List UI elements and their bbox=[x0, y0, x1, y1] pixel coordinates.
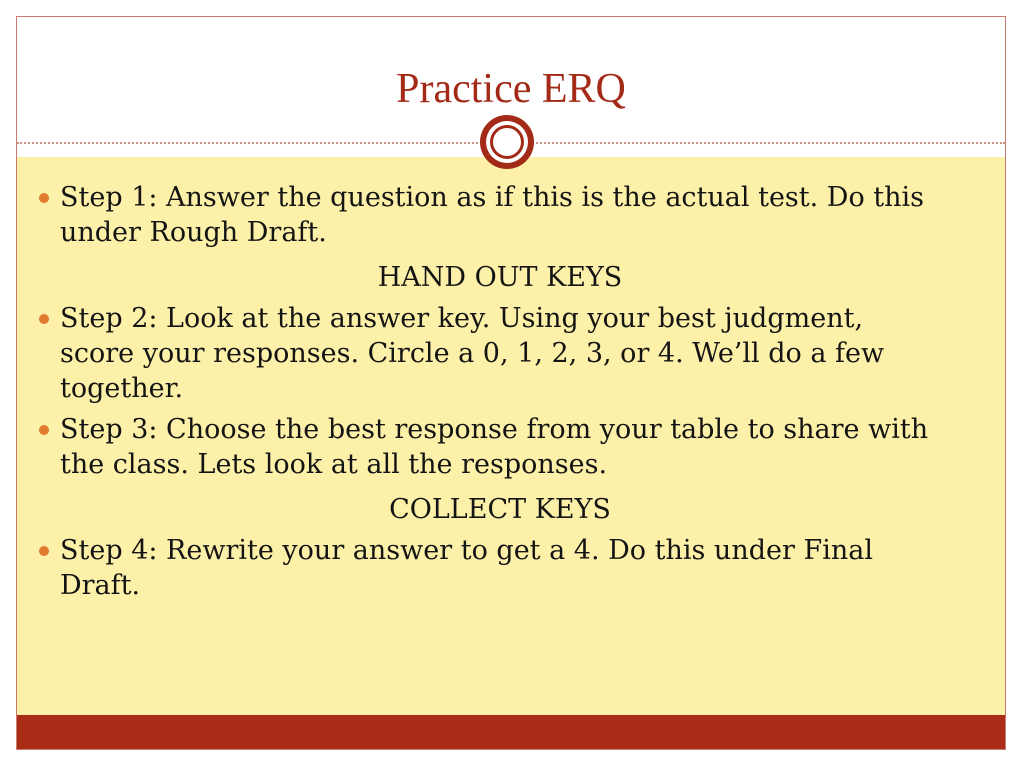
bullet-text: Step 3: Choose the best response from your table to share with the class. Lets look at all the responses. bbox=[60, 414, 929, 480]
circle-ornament-icon bbox=[480, 115, 534, 169]
instruction-collect-keys: COLLECT KEYS bbox=[389, 494, 611, 525]
bullet-step-4 bbox=[60, 533, 940, 603]
bullet-step-2 bbox=[60, 301, 940, 406]
bullet-icon bbox=[39, 193, 49, 203]
bottom-bar bbox=[17, 715, 1005, 750]
bullet-list bbox=[60, 180, 940, 603]
bullet-text: Step 2: Look at the answer key. Using your best judgment, score your responses. Circle a 0, 1, 2, 3, or 4. We’ll do a few together. bbox=[60, 303, 885, 404]
bullet-icon bbox=[39, 546, 49, 556]
bullet-step-3 bbox=[60, 412, 940, 527]
bullet-text: Step 1: Answer the question as if this is the actual test. Do this under Rough Draft. bbox=[60, 182, 925, 248]
instruction-hand-out-keys: HAND OUT KEYS bbox=[377, 262, 623, 293]
bullet-text: Step 4: Rewrite your answer to get a 4. Do this under Final Draft. bbox=[60, 535, 873, 601]
bullet-icon bbox=[39, 314, 49, 324]
bullet-step-1 bbox=[60, 180, 940, 295]
slide-title: Practice ERQ bbox=[396, 66, 626, 112]
bullet-icon bbox=[39, 425, 49, 435]
